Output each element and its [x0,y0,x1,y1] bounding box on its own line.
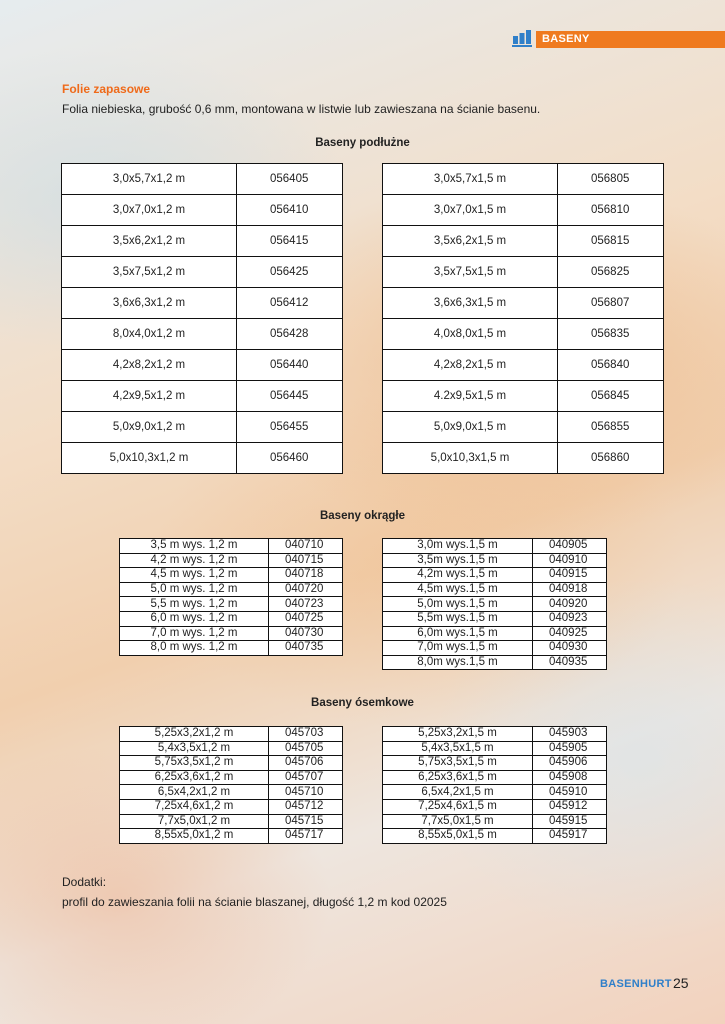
code-cell: 056428 [237,319,343,350]
dimension-cell: 5,0x10,3x1,5 m [383,443,558,474]
dimension-cell: 8,0m wys.1,5 m [383,655,533,670]
table-row [383,799,607,814]
table-row [383,350,664,381]
intro-text: Folia niebieska, grubość 0,6 mm, montowana w listwie lub zawieszana na ścianie basenu. [62,102,541,116]
dimension-cell: 5,4x3,5x1,2 m [120,741,269,756]
code-cell: 040730 [269,626,343,641]
dimension-cell: 8,0 m wys. 1,2 m [120,641,269,656]
dimension-cell: 5,0 m wys. 1,2 m [120,582,269,597]
table-podluzne-left [61,163,343,474]
dimension-cell: 4,2 m wys. 1,2 m [120,553,269,568]
dimension-cell: 5,0x9,0x1,2 m [62,412,237,443]
table-row [62,412,343,443]
dimension-cell: 5,25x3,2x1,5 m [383,727,533,742]
page-number: 25 [673,975,689,991]
dimension-cell: 8,55x5,0x1,5 m [383,829,533,844]
dimension-cell: 6,0 m wys. 1,2 m [120,611,269,626]
dimension-cell: 5,5m wys.1,5 m [383,611,533,626]
table-row [383,727,607,742]
table-row [120,568,343,583]
code-cell: 040715 [269,553,343,568]
table-row [383,288,664,319]
dimension-cell: 3,0x7,0x1,2 m [62,195,237,226]
code-cell: 045712 [269,799,343,814]
dimension-cell: 4,2m wys.1,5 m [383,568,533,583]
code-cell: 056825 [558,257,664,288]
table-row [120,829,343,844]
code-cell: 056440 [237,350,343,381]
table-row [120,814,343,829]
code-cell: 045717 [269,829,343,844]
code-cell: 056415 [237,226,343,257]
code-cell: 056815 [558,226,664,257]
code-cell: 056460 [237,443,343,474]
dimension-cell: 5,25x3,2x1,2 m [120,727,269,742]
dimension-cell: 3,0x5,7x1,5 m [383,164,558,195]
table-row [383,829,607,844]
brand-name: BASENHURT [600,978,672,990]
code-cell: 056405 [237,164,343,195]
dimension-cell: 4,2x8,2x1,5 m [383,350,558,381]
code-cell: 056807 [558,288,664,319]
table-row [383,319,664,350]
table-osemkowe-right [382,726,607,844]
table-row [383,539,607,554]
dimension-cell: 8,0x4,0x1,2 m [62,319,237,350]
dimension-cell: 5,4x3,5x1,5 m [383,741,533,756]
dimension-cell: 4.2x9,5x1,5 m [383,381,558,412]
table-row [62,288,343,319]
code-cell: 045707 [269,770,343,785]
dimension-cell: 6,25x3,6x1,5 m [383,770,533,785]
code-cell: 040915 [533,568,607,583]
table-row [383,741,607,756]
code-cell: 056810 [558,195,664,226]
dimension-cell: 3,5 m wys. 1,2 m [120,539,269,554]
table-row [62,164,343,195]
code-cell: 040710 [269,539,343,554]
code-cell: 056412 [237,288,343,319]
code-cell: 040725 [269,611,343,626]
table-row [383,611,607,626]
table-row [62,257,343,288]
section-title: Folie zapasowe [62,82,151,96]
table-row [383,626,607,641]
table-row [120,539,343,554]
dimension-cell: 3,5m wys.1,5 m [383,553,533,568]
code-cell: 045915 [533,814,607,829]
code-cell: 040905 [533,539,607,554]
table-row [383,597,607,612]
dimension-cell: 3,5x7,5x1,2 m [62,257,237,288]
table-row [383,568,607,583]
code-cell: 045903 [533,727,607,742]
table-row [120,611,343,626]
code-cell: 040718 [269,568,343,583]
table-row [62,226,343,257]
table-row [383,756,607,771]
table-row [383,770,607,785]
code-cell: 040920 [533,597,607,612]
code-cell: 045908 [533,770,607,785]
dimension-cell: 3,6x6,3x1,2 m [62,288,237,319]
code-cell: 056445 [237,381,343,412]
table-okragle-left [119,538,343,656]
code-cell: 045703 [269,727,343,742]
dimension-cell: 5,0x10,3x1,2 m [62,443,237,474]
dimension-cell: 4,5m wys.1,5 m [383,582,533,597]
table-row [120,770,343,785]
code-cell: 056425 [237,257,343,288]
dimension-cell: 7,7x5,0x1,2 m [120,814,269,829]
dimension-cell: 7,0m wys.1,5 m [383,641,533,656]
dimension-cell: 7,25x4,6x1,2 m [120,799,269,814]
table-row [62,381,343,412]
code-cell: 040735 [269,641,343,656]
dimension-cell: 4,5 m wys. 1,2 m [120,568,269,583]
table-row [120,641,343,656]
footer-text: profil do zawieszania folii na ścianie blaszanej, długość 1,2 m kod 02025 [62,895,447,909]
table-row [383,195,664,226]
dimension-cell: 5,75x3,5x1,2 m [120,756,269,771]
dimension-cell: 3,0m wys.1,5 m [383,539,533,554]
dimension-cell: 8,55x5,0x1,2 m [120,829,269,844]
code-cell: 056840 [558,350,664,381]
code-cell: 056835 [558,319,664,350]
code-cell: 045917 [533,829,607,844]
dimension-cell: 5,0x9,0x1,5 m [383,412,558,443]
code-cell: 056860 [558,443,664,474]
code-cell: 040720 [269,582,343,597]
code-cell: 040930 [533,641,607,656]
dimension-cell: 7,25x4,6x1,5 m [383,799,533,814]
group-title-osemkowe: Baseny ósemkowe [311,697,414,709]
table-row [383,412,664,443]
code-cell: 056845 [558,381,664,412]
dimension-cell: 7,7x5,0x1,5 m [383,814,533,829]
table-row [383,641,607,656]
table-row [62,350,343,381]
table-row [62,195,343,226]
table-row [383,257,664,288]
table-row [383,785,607,800]
dimension-cell: 4,2x9,5x1,2 m [62,381,237,412]
code-cell: 045710 [269,785,343,800]
dimension-cell: 6,5x4,2x1,2 m [120,785,269,800]
table-row [383,226,664,257]
table-row [62,319,343,350]
code-cell: 045910 [533,785,607,800]
dimension-cell: 3,6x6,3x1,5 m [383,288,558,319]
header-section-label: BASENY [536,31,725,48]
code-cell: 040923 [533,611,607,626]
dimension-cell: 3,0x7,0x1,5 m [383,195,558,226]
code-cell: 056410 [237,195,343,226]
table-row [120,582,343,597]
code-cell: 056805 [558,164,664,195]
dimension-cell: 3,5x6,2x1,2 m [62,226,237,257]
table-row [120,799,343,814]
table-okragle-right [382,538,607,670]
dimension-cell: 6,25x3,6x1,2 m [120,770,269,785]
table-row [383,553,607,568]
code-cell: 045705 [269,741,343,756]
dimension-cell: 6,5x4,2x1,5 m [383,785,533,800]
table-row [383,381,664,412]
table-row [120,756,343,771]
dimension-cell: 4,2x8,2x1,2 m [62,350,237,381]
code-cell: 040910 [533,553,607,568]
dimension-cell: 3,0x5,7x1,2 m [62,164,237,195]
code-cell: 045715 [269,814,343,829]
table-row [120,741,343,756]
dimension-cell: 3,5x7,5x1,5 m [383,257,558,288]
dimension-cell: 4,0x8,0x1,5 m [383,319,558,350]
footer-label: Dodatki: [62,875,107,889]
code-cell: 056455 [237,412,343,443]
dimension-cell: 7,0 m wys. 1,2 m [120,626,269,641]
table-row [383,582,607,597]
code-cell: 045706 [269,756,343,771]
dimension-cell: 5,75x3,5x1,5 m [383,756,533,771]
group-title-okragle: Baseny okrągłe [319,510,405,522]
table-row [62,443,343,474]
table-row [120,727,343,742]
group-title-podluzne: Baseny podłużne [315,137,410,149]
table-row [383,443,664,474]
table-podluzne-right [382,163,664,474]
dimension-cell: 6,0m wys.1,5 m [383,626,533,641]
table-row [120,626,343,641]
code-cell: 040925 [533,626,607,641]
code-cell: 056855 [558,412,664,443]
code-cell: 045912 [533,799,607,814]
code-cell: 045906 [533,756,607,771]
table-row [383,164,664,195]
code-cell: 040918 [533,582,607,597]
table-row [383,655,607,670]
table-row [120,785,343,800]
dimension-cell: 5,5 m wys. 1,2 m [120,597,269,612]
code-cell: 040935 [533,655,607,670]
table-row [120,597,343,612]
code-cell: 040723 [269,597,343,612]
table-osemkowe-left [119,726,343,844]
table-row [120,553,343,568]
dimension-cell: 5,0m wys.1,5 m [383,597,533,612]
table-row [383,814,607,829]
code-cell: 045905 [533,741,607,756]
dimension-cell: 3,5x6,2x1,5 m [383,226,558,257]
basenhurt-logo-icon [512,29,536,48]
